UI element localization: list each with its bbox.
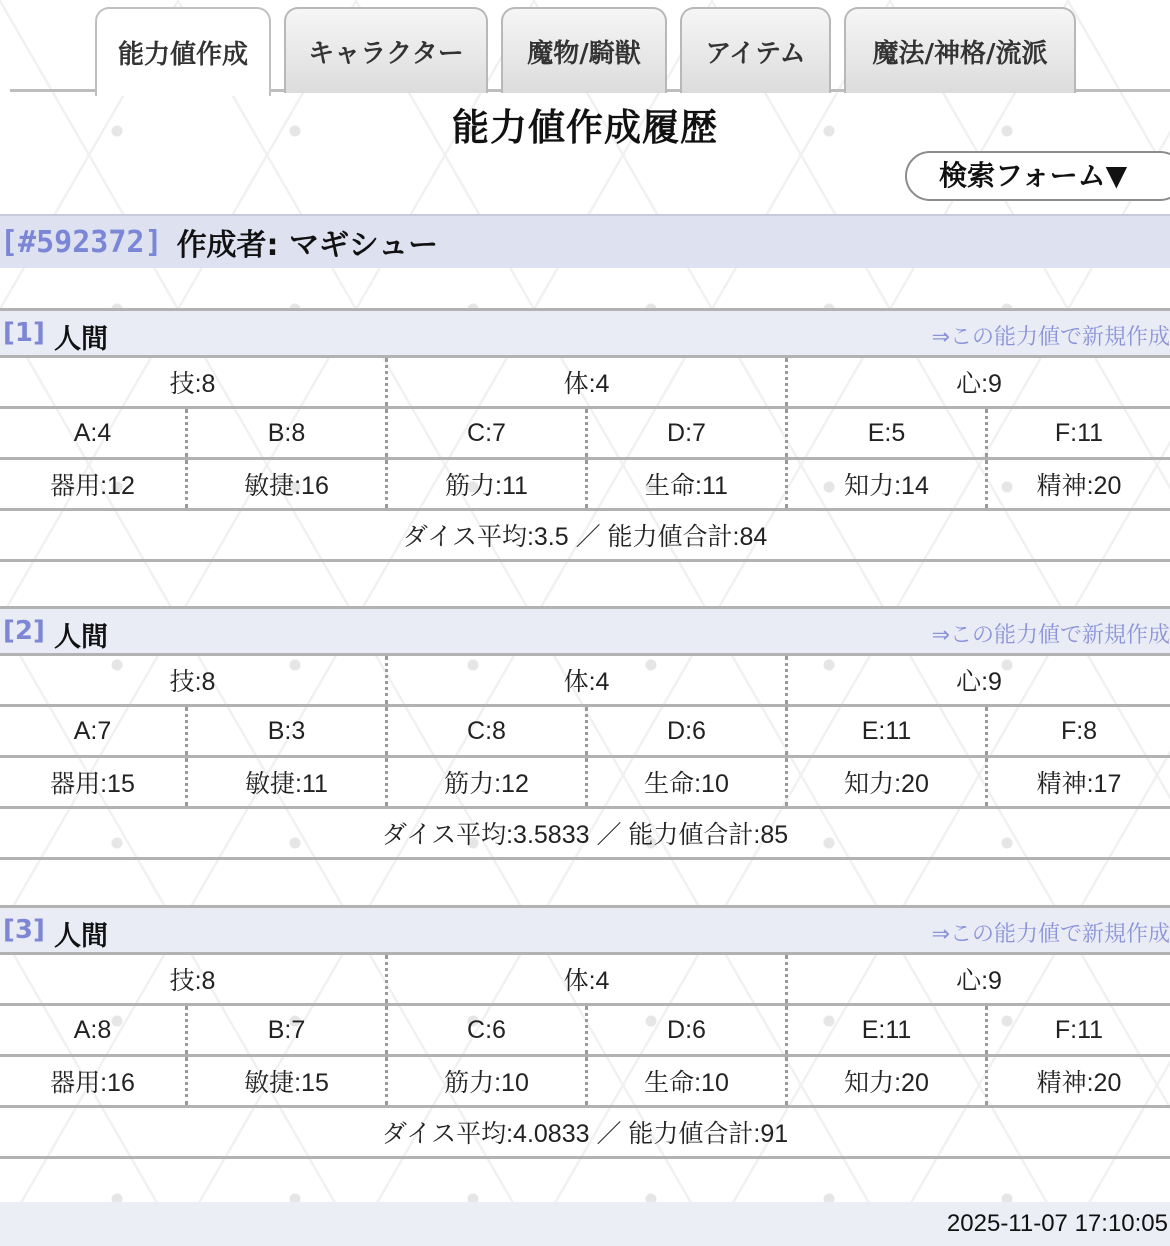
base-body: 体:4 bbox=[385, 656, 785, 704]
ability-int: 知力:20 bbox=[785, 1057, 985, 1105]
result-header bbox=[0, 905, 1170, 955]
ability-spi: 精神:17 bbox=[985, 758, 1170, 806]
dice-d: D:6 bbox=[585, 1006, 785, 1054]
result-number: [3] bbox=[3, 915, 45, 945]
ability-vit: 生命:11 bbox=[585, 460, 785, 508]
result-header bbox=[0, 308, 1170, 358]
summary-text: ダイス平均:3.5 ／ 能力値合計:84 bbox=[402, 523, 768, 551]
base-body: 体:4 bbox=[385, 955, 785, 1003]
ability-spi: 精神:20 bbox=[985, 1057, 1170, 1105]
base-tech: 技:8 bbox=[169, 668, 216, 696]
dice-c: C:6 bbox=[385, 1006, 585, 1054]
summary-text: ダイス平均:4.0833 ／ 能力値合計:91 bbox=[381, 1120, 789, 1148]
record-id-link[interactable]: [#592372] bbox=[0, 224, 163, 260]
dice-e: E:11 bbox=[785, 1006, 985, 1054]
base-mind: 心:9 bbox=[785, 656, 1170, 704]
ability-spi: 精神:20 bbox=[985, 460, 1170, 508]
create-new-from-stats-link[interactable]: ⇒この能力値で新規作成 bbox=[931, 325, 1170, 350]
dice-c: C:8 bbox=[385, 707, 585, 755]
dice-f: F:8 bbox=[985, 707, 1170, 755]
tab-bar bbox=[10, 0, 1170, 92]
dice-f: F:11 bbox=[985, 409, 1170, 457]
dice-f: F:11 bbox=[985, 1006, 1170, 1054]
ability-int: 知力:20 bbox=[785, 758, 985, 806]
search-form-toggle-button[interactable]: 検索フォーム▼ bbox=[905, 151, 1170, 201]
ability-agi: 敏捷:15 bbox=[185, 1057, 385, 1105]
record-header-text bbox=[0, 218, 438, 266]
dice-row bbox=[0, 1006, 1170, 1057]
ability-row bbox=[0, 460, 1170, 511]
create-new-from-stats-link[interactable]: ⇒この能力値で新規作成 bbox=[931, 922, 1170, 947]
dice-a: A:7 bbox=[73, 716, 112, 745]
ability-str: 筋力:12 bbox=[385, 758, 585, 806]
result-number: [2] bbox=[3, 616, 45, 646]
tab-monster-mount[interactable]: 魔物/騎獣 bbox=[501, 7, 667, 93]
dice-b: B:3 bbox=[185, 707, 385, 755]
summary-row bbox=[0, 809, 1170, 860]
dice-b: B:7 bbox=[185, 1006, 385, 1054]
ability-int: 知力:14 bbox=[785, 460, 985, 508]
result-header bbox=[0, 606, 1170, 656]
dice-e: E:5 bbox=[785, 409, 985, 457]
result-race: 人間 bbox=[54, 921, 108, 952]
dice-d: D:6 bbox=[585, 707, 785, 755]
dice-row bbox=[0, 409, 1170, 460]
summary-row bbox=[0, 1108, 1170, 1159]
tab-ability-creation[interactable]: 能力値作成 bbox=[95, 7, 271, 96]
dice-row bbox=[0, 707, 1170, 758]
result-race: 人間 bbox=[54, 622, 108, 653]
created-timestamp: 2025-11-07 17:10:05 bbox=[946, 1210, 1168, 1237]
tab-item[interactable]: アイテム bbox=[680, 7, 831, 93]
ability-vit: 生命:10 bbox=[585, 1057, 785, 1105]
tab-magic-deity-school[interactable]: 魔法/神格/流派 bbox=[844, 7, 1076, 93]
base-body: 体:4 bbox=[385, 358, 785, 406]
base-stats-row bbox=[0, 656, 1170, 707]
ability-row bbox=[0, 758, 1170, 809]
dice-a: A:4 bbox=[73, 418, 112, 447]
base-stats-row bbox=[0, 955, 1170, 1006]
dice-d: D:7 bbox=[585, 409, 785, 457]
base-mind: 心:9 bbox=[785, 955, 1170, 1003]
base-mind: 心:9 bbox=[785, 358, 1170, 406]
base-tech: 技:8 bbox=[169, 967, 216, 995]
footer bbox=[0, 1202, 1170, 1246]
ability-dex: 器用:16 bbox=[50, 1069, 135, 1097]
ability-vit: 生命:10 bbox=[585, 758, 785, 806]
ability-str: 筋力:10 bbox=[385, 1057, 585, 1105]
dice-e: E:11 bbox=[785, 707, 985, 755]
record-author: 作成者: マギシュー bbox=[176, 228, 439, 263]
create-new-from-stats-link[interactable]: ⇒この能力値で新規作成 bbox=[931, 623, 1170, 648]
dice-a: A:8 bbox=[73, 1015, 112, 1044]
dice-b: B:8 bbox=[185, 409, 385, 457]
summary-row bbox=[0, 511, 1170, 562]
ability-str: 筋力:11 bbox=[385, 460, 585, 508]
ability-agi: 敏捷:11 bbox=[185, 758, 385, 806]
dice-c: C:7 bbox=[385, 409, 585, 457]
ability-dex: 器用:15 bbox=[50, 770, 135, 798]
result-race: 人間 bbox=[54, 324, 108, 355]
base-stats-row bbox=[0, 358, 1170, 409]
summary-text: ダイス平均:3.5833 ／ 能力値合計:85 bbox=[381, 821, 789, 849]
ability-dex: 器用:12 bbox=[50, 472, 135, 500]
page-title: 能力値作成履歴 bbox=[452, 106, 718, 149]
ability-agi: 敏捷:16 bbox=[185, 460, 385, 508]
result-number: [1] bbox=[3, 318, 45, 348]
base-tech: 技:8 bbox=[169, 370, 216, 398]
tab-character[interactable]: キャラクター bbox=[284, 7, 488, 93]
ability-row bbox=[0, 1057, 1170, 1108]
